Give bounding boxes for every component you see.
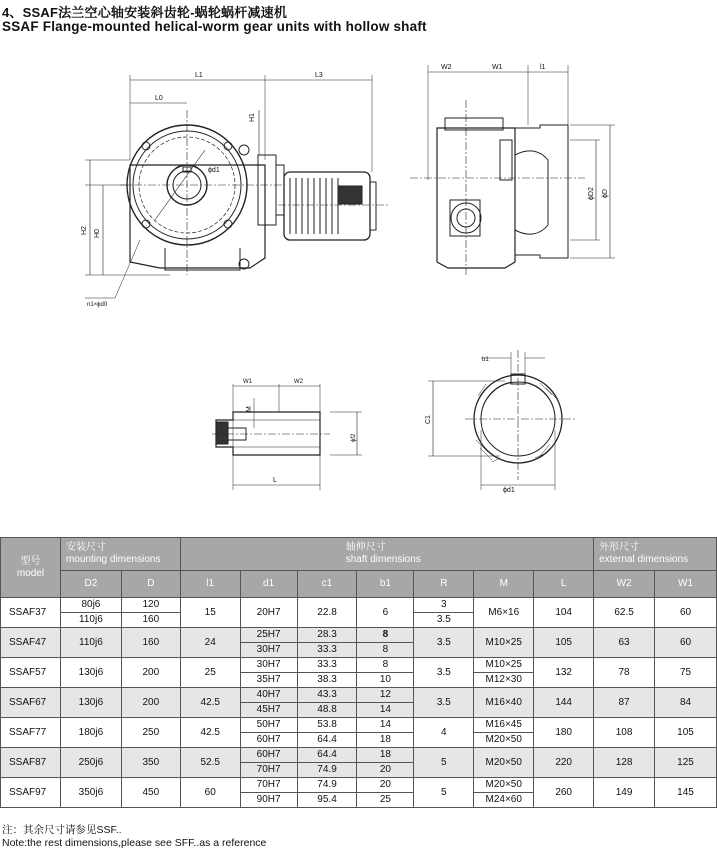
cell-b1: 20 <box>357 763 414 778</box>
cell-W2: 149 <box>594 778 655 808</box>
cell-b1: 25 <box>357 793 414 808</box>
cell-d1: 50H7 <box>240 718 297 733</box>
cell-d1: 25H7 <box>240 628 297 643</box>
table-row <box>1 718 717 733</box>
cell-c1: 33.3 <box>297 643 357 658</box>
col-L: L <box>534 571 594 598</box>
cell-l1: 15 <box>180 598 240 628</box>
spec-table <box>0 537 717 808</box>
cell-model: SSAF77 <box>1 718 61 748</box>
cell-l1: 42.5 <box>180 718 240 748</box>
cell-b1: 12 <box>357 688 414 703</box>
side-view-drawing <box>410 65 615 275</box>
cell-W1: 60 <box>655 598 717 628</box>
col-W1: W1 <box>655 571 717 598</box>
cell-W2: 128 <box>594 748 655 778</box>
cell-d1: 20H7 <box>240 598 297 628</box>
cell-M: M16×45 <box>474 718 534 733</box>
label-W2-shaft: W2 <box>294 379 303 385</box>
cell-L: 144 <box>534 688 594 718</box>
cell-D2: 110j6 <box>60 628 121 658</box>
shaft-section-drawing <box>212 384 362 490</box>
cell-W2: 78 <box>594 658 655 688</box>
cell-L: 180 <box>534 718 594 748</box>
cell-c1: 53.8 <box>297 718 357 733</box>
cell-model: SSAF87 <box>1 748 61 778</box>
cell-d1: 45H7 <box>240 703 297 718</box>
table-row <box>1 748 717 763</box>
label-H1: H1 <box>249 113 256 122</box>
cell-D: 160 <box>121 613 180 628</box>
cell-model: SSAF97 <box>1 778 61 808</box>
cell-d1: 90H7 <box>240 793 297 808</box>
col-l1: l1 <box>180 571 240 598</box>
cell-R: 5 <box>414 778 474 808</box>
cell-c1: 48.8 <box>297 703 357 718</box>
cell-d1: 70H7 <box>240 778 297 793</box>
cell-W2: 62.5 <box>594 598 655 628</box>
cell-D: 350 <box>121 748 180 778</box>
cell-c1: 74.9 <box>297 778 357 793</box>
label-W2-side: W2 <box>441 64 452 71</box>
cell-W2: 63 <box>594 628 655 658</box>
col-b1: b1 <box>357 571 414 598</box>
col-D2: D2 <box>60 571 121 598</box>
col-c1: c1 <box>297 571 357 598</box>
cell-b1: 14 <box>357 703 414 718</box>
table-row <box>1 778 717 793</box>
cell-L: 220 <box>534 748 594 778</box>
table-row <box>1 598 717 613</box>
cell-c1: 28.3 <box>297 628 357 643</box>
heading-cn: 4、SSAF法兰空心轴安装斜齿轮-蜗轮蜗杆减速机 <box>2 5 288 20</box>
col-d1: d1 <box>240 571 297 598</box>
label-D2: ϕD2 <box>588 187 595 200</box>
label-W1-shaft: W1 <box>243 379 252 385</box>
label-b1: b1 <box>482 357 489 363</box>
cell-M: M10×25 <box>474 658 534 673</box>
cell-b1: 8 <box>357 658 414 673</box>
cell-c1: 64.4 <box>297 733 357 748</box>
label-D: ϕD <box>602 189 609 198</box>
note-cn: 注：其余尺寸请参见SSF.. <box>2 824 122 836</box>
cell-b1: 6 <box>357 598 414 628</box>
cell-R: 3 <box>414 598 474 613</box>
cell-M: M24×60 <box>474 793 534 808</box>
cell-L: 104 <box>534 598 594 628</box>
cell-c1: 95.4 <box>297 793 357 808</box>
cell-d1: 60H7 <box>240 733 297 748</box>
cell-R: 3.5 <box>414 628 474 658</box>
cell-c1: 22.8 <box>297 598 357 628</box>
cell-b1: 14 <box>357 718 414 733</box>
cell-M: M16×40 <box>474 688 534 718</box>
header-shaft: 轴伸尺寸 shaft dimensions <box>180 538 593 571</box>
heading-en: SSAF Flange-mounted helical-worm gear units with hollow shaft <box>2 19 427 34</box>
table-row <box>1 688 717 703</box>
cell-M: M6×16 <box>474 598 534 628</box>
cell-M: M10×25 <box>474 628 534 658</box>
cell-R: 4 <box>414 718 474 748</box>
header-external: 外形尺寸 external dimensions <box>594 538 717 571</box>
cell-D2: 110j6 <box>60 613 121 628</box>
label-d1-bore: ϕd1 <box>503 487 515 494</box>
label-L1: L1 <box>195 72 203 79</box>
cell-D2: 130j6 <box>60 688 121 718</box>
label-L-shaft: L <box>273 477 277 484</box>
cell-M: M20×50 <box>474 748 534 778</box>
cell-D: 160 <box>121 628 180 658</box>
label-L0: L0 <box>155 95 163 102</box>
cell-D2: 350j6 <box>60 778 121 808</box>
cell-b1: 18 <box>357 748 414 763</box>
cell-L: 105 <box>534 628 594 658</box>
label-W1-side: W1 <box>492 64 503 71</box>
cell-d1: 35H7 <box>240 673 297 688</box>
cell-model: SSAF37 <box>1 598 61 628</box>
cell-model: SSAF57 <box>1 658 61 688</box>
col-D: D <box>121 571 180 598</box>
cell-l1: 52.5 <box>180 748 240 778</box>
cell-D: 200 <box>121 688 180 718</box>
table-header-row-2 <box>1 571 717 598</box>
cell-d1: 60H7 <box>240 748 297 763</box>
label-H0: H0 <box>94 229 101 238</box>
cell-d1: 40H7 <box>240 688 297 703</box>
col-M: M <box>474 571 534 598</box>
cell-b1: 8 <box>357 643 414 658</box>
label-C1: C1 <box>425 415 432 424</box>
cell-R: 3.5 <box>414 658 474 688</box>
cell-c1: 38.3 <box>297 673 357 688</box>
label-M: M <box>246 406 253 412</box>
header-mounting: 安装尺寸 mounting dimensions <box>60 538 180 571</box>
label-d1-front: ϕd1 <box>208 167 220 174</box>
cell-b1: 20 <box>357 778 414 793</box>
label-holes: n1×ϕd0 <box>87 302 108 308</box>
cell-c1: 33.3 <box>297 658 357 673</box>
label-f2: ϕf2 <box>351 433 357 442</box>
cell-c1: 43.3 <box>297 688 357 703</box>
cell-W2: 108 <box>594 718 655 748</box>
cell-D2: 80j6 <box>60 598 121 613</box>
label-l1: l1 <box>540 64 546 71</box>
cell-model: SSAF47 <box>1 628 61 658</box>
label-L3: L3 <box>315 72 323 79</box>
cell-l1: 42.5 <box>180 688 240 718</box>
cell-l1: 25 <box>180 658 240 688</box>
cell-D: 450 <box>121 778 180 808</box>
cell-D2: 250j6 <box>60 748 121 778</box>
cell-W1: 84 <box>655 688 717 718</box>
cell-W2: 87 <box>594 688 655 718</box>
cell-b1: 8 <box>357 628 414 643</box>
cell-l1: 24 <box>180 628 240 658</box>
note-en: Note:the rest dimensions,please see SFF..as a reference <box>2 837 267 849</box>
table-row <box>1 658 717 673</box>
cell-W1: 60 <box>655 628 717 658</box>
cell-W1: 145 <box>655 778 717 808</box>
cell-W1: 105 <box>655 718 717 748</box>
cell-model: SSAF67 <box>1 688 61 718</box>
header-model: 型号 model <box>1 538 61 598</box>
front-view-drawing <box>85 75 390 298</box>
cell-W1: 75 <box>655 658 717 688</box>
cell-b1: 10 <box>357 673 414 688</box>
cell-L: 260 <box>534 778 594 808</box>
bore-cross-section-drawing <box>428 350 575 490</box>
table-header-row-1 <box>1 538 717 571</box>
cell-R: 3.5 <box>414 688 474 718</box>
col-R: R <box>414 571 474 598</box>
cell-D2: 180j6 <box>60 718 121 748</box>
cell-c1: 64.4 <box>297 748 357 763</box>
label-H2: H2 <box>81 226 88 235</box>
cell-D: 250 <box>121 718 180 748</box>
cell-l1: 60 <box>180 778 240 808</box>
cell-D: 120 <box>121 598 180 613</box>
cell-d1: 30H7 <box>240 643 297 658</box>
cell-L: 132 <box>534 658 594 688</box>
cell-W1: 125 <box>655 748 717 778</box>
col-W2: W2 <box>594 571 655 598</box>
cell-b1: 18 <box>357 733 414 748</box>
table-row <box>1 628 717 643</box>
cell-M: M12×30 <box>474 673 534 688</box>
cell-D2: 130j6 <box>60 658 121 688</box>
cell-D: 200 <box>121 658 180 688</box>
cell-M: M20×50 <box>474 778 534 793</box>
cell-d1: 30H7 <box>240 658 297 673</box>
cell-R: 3.5 <box>414 613 474 628</box>
cell-M: M20×50 <box>474 733 534 748</box>
cell-R: 5 <box>414 748 474 778</box>
cell-d1: 70H7 <box>240 763 297 778</box>
cell-c1: 74.9 <box>297 763 357 778</box>
